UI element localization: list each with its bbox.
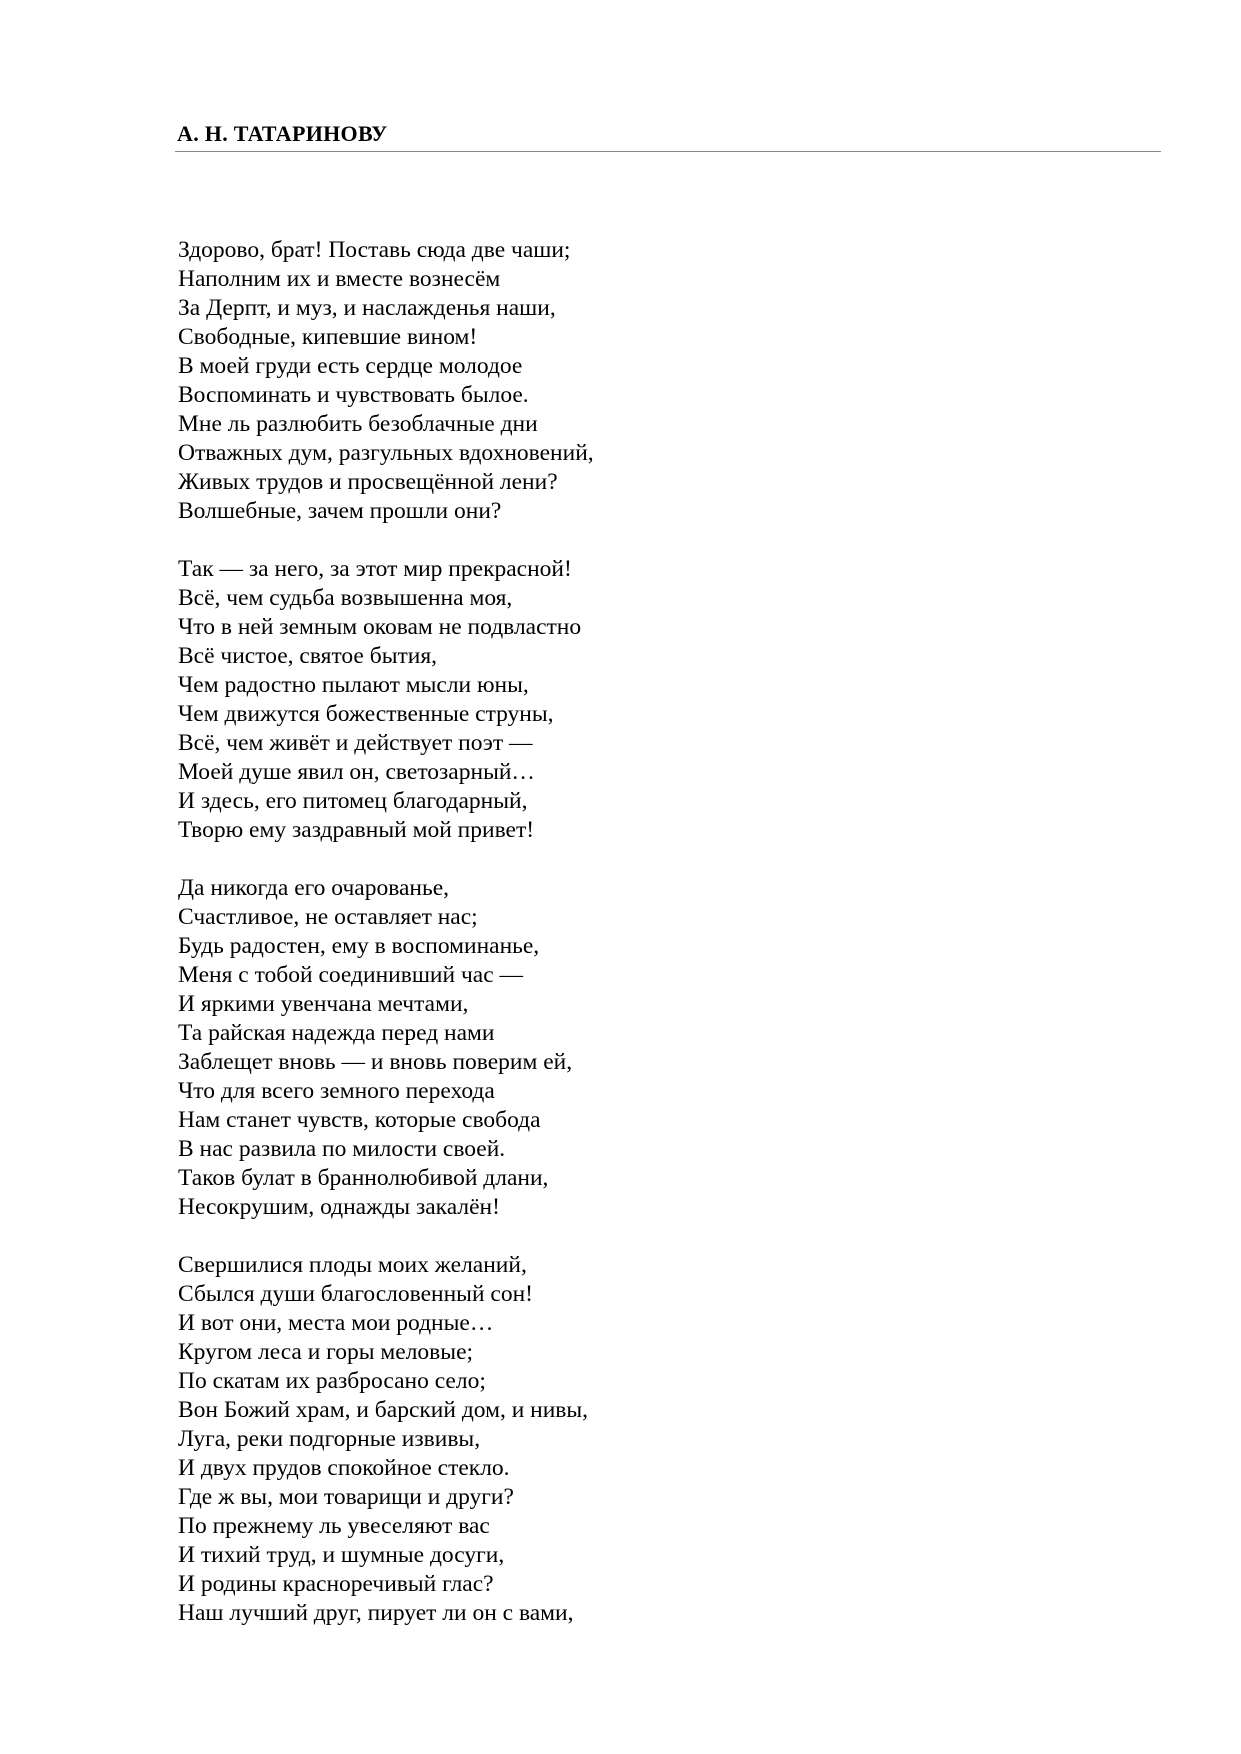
verse-line: И вот они, места мои родные…	[178, 1310, 494, 1336]
verse-line: Кругом леса и горы меловые;	[178, 1339, 474, 1365]
verse-line: Будь радостен, ему в воспоминанье,	[178, 933, 540, 959]
verse-line: Что для всего земного перехода	[178, 1078, 495, 1104]
verse-line: И здесь, его питомец благодарный,	[178, 788, 528, 814]
verse-line: Счастливое, не оставляет нас;	[178, 904, 478, 930]
verse-line: Всё чистое, святое бытия,	[178, 643, 438, 669]
verse-line: Вон Божий храм, и барский дом, и нивы,	[178, 1397, 589, 1423]
verse-line: Так — за него, за этот мир прекрасной!	[178, 556, 572, 582]
verse-line: Да никогда его очарованье,	[178, 875, 450, 901]
stanza-2	[178, 555, 978, 845]
verse-line: Чем радостно пылают мысли юны,	[178, 672, 529, 698]
verse-line: Воспоминать и чувствовать былое.	[178, 382, 529, 408]
page-title: А. Н. ТАТАРИНОВУ	[177, 121, 388, 146]
verse-line: Сбылся души благословенный сон!	[178, 1281, 533, 1307]
verse-line: Таков булат в браннолюбивой длани,	[178, 1165, 549, 1191]
verse-line: Та райская надежда перед нами	[178, 1020, 495, 1046]
verse-line: Что в ней земным оковам не подвластно	[178, 614, 582, 640]
verse-line: Чем движутся божественные струны,	[178, 701, 554, 727]
verse-line: И тихий труд, и шумные досуги,	[178, 1542, 505, 1568]
verse-line: По прежнему ль увеселяют вас	[178, 1513, 490, 1539]
verse-line: Моей душе явил он, светозарный…	[178, 759, 535, 785]
verse-line: И двух прудов спокойное стекло.	[178, 1455, 510, 1481]
verse-line: По скатам их разбросано село;	[178, 1368, 486, 1394]
verse-line: Всё, чем судьба возвышенна моя,	[178, 585, 513, 611]
verse-line: В нас развила по милости своей.	[178, 1136, 506, 1162]
verse-line: Заблещет вновь — и вновь поверим ей,	[178, 1049, 573, 1075]
verse-line: Свободные, кипевшие вином!	[178, 324, 478, 350]
verse-line: За Дерпт, и муз, и наслажденья наши,	[178, 295, 556, 321]
verse-line: И яркими увенчана мечтами,	[178, 991, 469, 1017]
verse-line: Где ж вы, мои товарищи и други?	[178, 1484, 514, 1510]
verse-line: Наш лучший друг, пирует ли он с вами,	[178, 1600, 574, 1626]
stanza-1	[178, 236, 978, 526]
verse-line: В моей груди есть сердце молодое	[178, 353, 523, 379]
verse-line: Луга, реки подгорные извивы,	[178, 1426, 481, 1452]
verse-line: Отважных дум, разгульных вдохновений,	[178, 440, 594, 466]
verse-line: Мне ль разлюбить безоблачные дни	[178, 411, 538, 437]
poem-body	[178, 236, 978, 1657]
stanza-4	[178, 1251, 978, 1628]
verse-line: Творю ему заздравный мой привет!	[178, 817, 535, 843]
verse-line: Волшебные, зачем прошли они?	[178, 498, 502, 524]
verse-line: Наполним их и вместе вознесём	[178, 266, 501, 292]
verse-line: Свершилися плоды моих желаний,	[178, 1252, 527, 1278]
verse-line: И родины красноречивый глас?	[178, 1571, 494, 1597]
verse-line: Живых трудов и просвещённой лени?	[178, 469, 558, 495]
verse-line: Нам станет чувств, которые свобода	[178, 1107, 541, 1133]
verse-line: Всё, чем живёт и действует поэт —	[178, 730, 533, 756]
verse-line: Меня с тобой соединивший час —	[178, 962, 523, 988]
verse-line: Несокрушим, однажды закалён!	[178, 1194, 500, 1220]
page-header	[175, 117, 1161, 152]
verse-line: Здорово, брат! Поставь сюда две чаши;	[178, 237, 571, 263]
stanza-3	[178, 874, 978, 1222]
